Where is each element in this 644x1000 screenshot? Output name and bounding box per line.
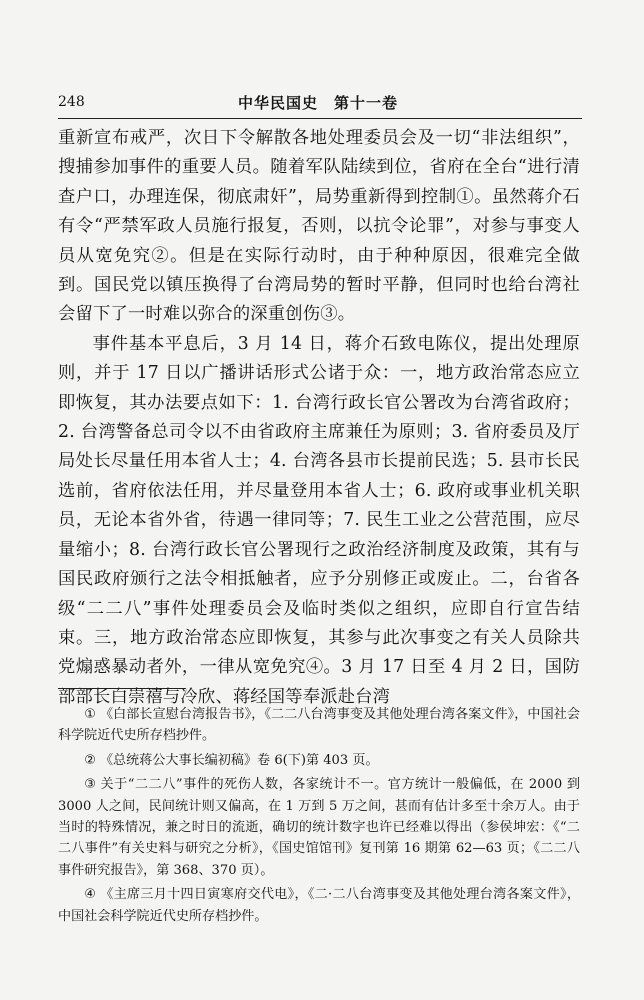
footnote-3 (58, 774, 580, 881)
footnote-1 (58, 704, 580, 747)
footnote-mark: ③ (84, 777, 97, 793)
footnote-2 (58, 750, 580, 771)
page-header (58, 92, 578, 116)
footnote-mark: ④ (84, 887, 97, 903)
paragraph-1: 重新宣布戒严，次日下令解散各地处理委员会及一切“非法组织”，搜捕参加事件的重要人员。随着军队陆续到位，省府在全台“进行清查户口，办理连保，彻底肃奸”，局势重新得到控制①。虽然蒋介石有令“严禁军政人员施行报复，否则，以抗令论罪”，对参与事变人员从宽免究②。但是在实际行动时，由于种种原因，很难完全做到。国民党以镇压换得了台湾局势的暂时平静，但同时也给台湾社会留下了一时难以弥合的深重创伤③。 (58, 128, 580, 325)
footnote-text: 《白部长宣慰台湾报告书》，《二二八台湾事变及其他处理台湾各案文件》，中国社会科学院近代史所存档抄件。 (58, 707, 580, 744)
footnote-mark: ② (84, 752, 96, 768)
footnotes (58, 704, 580, 930)
footnote-text: 《总统蒋公大事长编初稿》卷 6(下)第 403 页。 (99, 752, 379, 768)
footnote-text: 《主席三月十四日寅寒府交代电》，《二·二八台湾事变及其他处理台湾各案文件》，中国社会科学院近代史所存档抄件。 (58, 887, 580, 924)
paragraph-2: 事件基本平息后，3 月 14 日，蒋介石致电陈仪，提出处理原则，并于 17 日以广播讲话形式公诸于众：一，地方政治常态应立即恢复，其办法要点如下：1. 台湾行政长官公署改为台湾省政府；2. 台湾警备总司令以不由省政府主席兼任为原则；3. 省府委员及厅局处长尽量任用本省人士；4. 台湾各县市长提前民选；5. 县市长民选前，省府依法任用，并尽量登用本省人士；6. 政府或事业机关职员，无论本省外省，待遇一律同等；7. 民生工业之公营范围，应尽量缩小；8. 台湾行政长官公署现行之政治经济制度及政策，其有与国民政府颁行之法令相抵触者，应予分别修正或废止。二，台省各级“二二八”事件处理委员会及临时类似之组织，应即自行宣告结束。三，地方政治常态应即恢复，其参与此次事变之有关人员除共党煽惑暴动者外，一律从宽免究④。3 月 17 日至 4 月 2 日，国防部部长白崇禧与冷欣、蒋经国等奉派赴台湾 (58, 333, 580, 707)
page-number: 248 (58, 94, 85, 110)
body-text (58, 124, 580, 712)
footnote-rule (58, 688, 186, 689)
header-rule (58, 118, 582, 119)
footnote-mark: ① (84, 707, 96, 722)
running-title: 中华民国史 第十一卷 (237, 94, 398, 112)
footnote-text: 关于“二二八”事件的死伤人数，各家统计不一。官方统计一般偏低，在 2000 到 3000 人之间，民间统计则又偏高，在 1 万到 5 万之间，甚而有估计多至十余万人。由于当时的特殊情况，兼之时日的流逝，确切的统计数字也许已经难以得出（参侯坤宏：《“二二八事件”有关史料与研究之分析》，《国史馆馆刊》复刊第 16 期第 62—63 页；《二二八事件研究报告》，第 368、370 页）。 (58, 777, 580, 878)
footnote-4 (58, 884, 580, 927)
